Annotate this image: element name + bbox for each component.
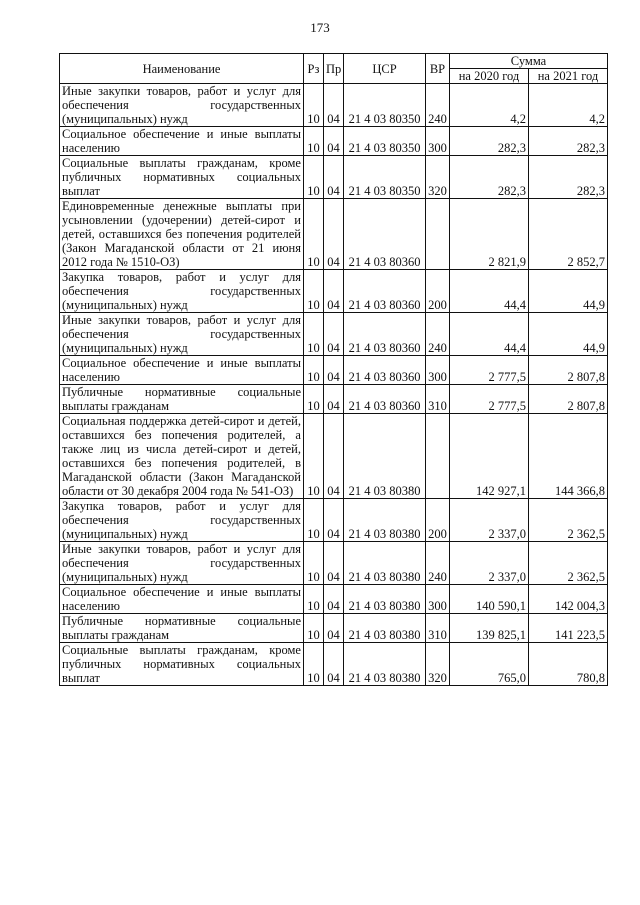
- cell-pr: 04: [324, 356, 344, 385]
- cell-rz: 10: [304, 313, 324, 356]
- cell-rz: 10: [304, 643, 324, 686]
- cell-rz: 10: [304, 414, 324, 499]
- cell-name: Социальные выплаты гражданам, кроме публичных нормативных социальных выплат: [60, 156, 304, 199]
- cell-pr: 04: [324, 199, 344, 270]
- cell-csr: 21 4 03 80380: [344, 414, 426, 499]
- header-pr: Пр: [324, 54, 344, 84]
- cell-pr: 04: [324, 542, 344, 585]
- cell-csr: 21 4 03 80350: [344, 156, 426, 199]
- cell-pr: 04: [324, 156, 344, 199]
- cell-csr: 21 4 03 80360: [344, 199, 426, 270]
- cell-csr: 21 4 03 80380: [344, 585, 426, 614]
- cell-pr: 04: [324, 585, 344, 614]
- cell-csr: 21 4 03 80380: [344, 499, 426, 542]
- cell-y2021: 4,2: [529, 84, 608, 127]
- cell-csr: 21 4 03 80360: [344, 313, 426, 356]
- table-row: [60, 643, 608, 686]
- page-number: 173: [310, 20, 330, 35]
- cell-rz: 10: [304, 499, 324, 542]
- cell-csr: 21 4 03 80360: [344, 385, 426, 414]
- cell-y2020: 140 590,1: [450, 585, 529, 614]
- cell-y2021: 142 004,3: [529, 585, 608, 614]
- cell-y2021: 2 807,8: [529, 356, 608, 385]
- table-row: [60, 84, 608, 127]
- table-row: [60, 356, 608, 385]
- cell-name: Публичные нормативные социальные выплаты гражданам: [60, 385, 304, 414]
- cell-y2021: 141 223,5: [529, 614, 608, 643]
- header-2020: на 2020 год: [450, 69, 529, 84]
- cell-y2020: 282,3: [450, 156, 529, 199]
- header-vr: ВР: [426, 54, 450, 84]
- cell-y2021: 2 807,8: [529, 385, 608, 414]
- cell-vr: 240: [426, 542, 450, 585]
- cell-vr: [426, 414, 450, 499]
- cell-rz: 10: [304, 385, 324, 414]
- cell-y2020: 282,3: [450, 127, 529, 156]
- cell-y2021: 2 362,5: [529, 542, 608, 585]
- cell-csr: 21 4 03 80350: [344, 127, 426, 156]
- cell-y2021: 282,3: [529, 156, 608, 199]
- cell-y2020: 44,4: [450, 313, 529, 356]
- table-row: [60, 614, 608, 643]
- cell-y2021: 44,9: [529, 270, 608, 313]
- header-rz: Рз: [304, 54, 324, 84]
- cell-csr: 21 4 03 80380: [344, 614, 426, 643]
- table-row: [60, 385, 608, 414]
- cell-vr: 240: [426, 313, 450, 356]
- cell-name: Закупка товаров, работ и услуг для обеспечения государственных (муниципальных) нужд: [60, 499, 304, 542]
- cell-vr: [426, 199, 450, 270]
- cell-pr: 04: [324, 499, 344, 542]
- table-row: [60, 199, 608, 270]
- cell-name: Социальное обеспечение и иные выплаты населению: [60, 127, 304, 156]
- cell-rz: 10: [304, 156, 324, 199]
- cell-y2020: 2 337,0: [450, 542, 529, 585]
- cell-csr: 21 4 03 80380: [344, 643, 426, 686]
- cell-pr: 04: [324, 414, 344, 499]
- cell-y2021: 2 852,7: [529, 199, 608, 270]
- cell-csr: 21 4 03 80380: [344, 542, 426, 585]
- cell-y2021: 282,3: [529, 127, 608, 156]
- table-row: [60, 414, 608, 499]
- cell-rz: 10: [304, 199, 324, 270]
- header-csr: ЦСР: [344, 54, 426, 84]
- cell-vr: 300: [426, 585, 450, 614]
- header-name: Наименование: [60, 54, 304, 84]
- cell-vr: 200: [426, 270, 450, 313]
- cell-name: Закупка товаров, работ и услуг для обеспечения государственных (муниципальных) нужд: [60, 270, 304, 313]
- cell-rz: 10: [304, 356, 324, 385]
- table-row: [60, 127, 608, 156]
- cell-pr: 04: [324, 270, 344, 313]
- table-row: [60, 542, 608, 585]
- cell-csr: 21 4 03 80350: [344, 84, 426, 127]
- cell-name: Социальное обеспечение и иные выплаты населению: [60, 356, 304, 385]
- cell-name: Иные закупки товаров, работ и услуг для обеспечения государственных (муниципальных) нужд: [60, 84, 304, 127]
- cell-rz: 10: [304, 614, 324, 643]
- table-row: [60, 585, 608, 614]
- header-2021: на 2021 год: [529, 69, 608, 84]
- cell-y2021: 144 366,8: [529, 414, 608, 499]
- cell-name: Единовременные денежные выплаты при усыновлении (удочерении) детей-сирот и детей, оставшихся без попечения родителей (Закон Магаданской области от 21 июня 2012 года № 1510-ОЗ): [60, 199, 304, 270]
- cell-name: Иные закупки товаров, работ и услуг для обеспечения государственных (муниципальных) нужд: [60, 313, 304, 356]
- cell-y2020: 765,0: [450, 643, 529, 686]
- cell-rz: 10: [304, 84, 324, 127]
- cell-rz: 10: [304, 270, 324, 313]
- cell-rz: 10: [304, 542, 324, 585]
- cell-rz: 10: [304, 127, 324, 156]
- cell-vr: 240: [426, 84, 450, 127]
- cell-csr: 21 4 03 80360: [344, 356, 426, 385]
- cell-pr: 04: [324, 643, 344, 686]
- cell-y2020: 44,4: [450, 270, 529, 313]
- cell-vr: 310: [426, 385, 450, 414]
- cell-y2020: 2 821,9: [450, 199, 529, 270]
- cell-y2021: 2 362,5: [529, 499, 608, 542]
- cell-pr: 04: [324, 614, 344, 643]
- table-row: [60, 156, 608, 199]
- cell-vr: 200: [426, 499, 450, 542]
- cell-y2021: 780,8: [529, 643, 608, 686]
- cell-y2020: 142 927,1: [450, 414, 529, 499]
- cell-vr: 310: [426, 614, 450, 643]
- cell-vr: 300: [426, 356, 450, 385]
- header-sum: Сумма: [450, 54, 608, 69]
- cell-y2021: 44,9: [529, 313, 608, 356]
- cell-pr: 04: [324, 127, 344, 156]
- cell-y2020: 4,2: [450, 84, 529, 127]
- cell-vr: 300: [426, 127, 450, 156]
- cell-name: Социальное обеспечение и иные выплаты населению: [60, 585, 304, 614]
- cell-pr: 04: [324, 385, 344, 414]
- cell-vr: 320: [426, 643, 450, 686]
- budget-table: [59, 53, 608, 686]
- cell-y2020: 2 777,5: [450, 385, 529, 414]
- table-row: [60, 270, 608, 313]
- cell-y2020: 2 777,5: [450, 356, 529, 385]
- table-row: [60, 313, 608, 356]
- cell-vr: 320: [426, 156, 450, 199]
- table-row: [60, 499, 608, 542]
- cell-rz: 10: [304, 585, 324, 614]
- cell-y2020: 2 337,0: [450, 499, 529, 542]
- cell-name: Публичные нормативные социальные выплаты гражданам: [60, 614, 304, 643]
- cell-pr: 04: [324, 84, 344, 127]
- cell-y2020: 139 825,1: [450, 614, 529, 643]
- cell-csr: 21 4 03 80360: [344, 270, 426, 313]
- cell-name: Иные закупки товаров, работ и услуг для обеспечения государственных (муниципальных) нужд: [60, 542, 304, 585]
- cell-name: Социальная поддержка детей-сирот и детей, оставшихся без попечения родителей, а также лиц из числа детей-сирот и детей, оставшихся без попечения родителей, в Магаданской области (Закон Магаданской области от 30 декабря 2004 года № 541-ОЗ): [60, 414, 304, 499]
- cell-name: Социальные выплаты гражданам, кроме публичных нормативных социальных выплат: [60, 643, 304, 686]
- cell-pr: 04: [324, 313, 344, 356]
